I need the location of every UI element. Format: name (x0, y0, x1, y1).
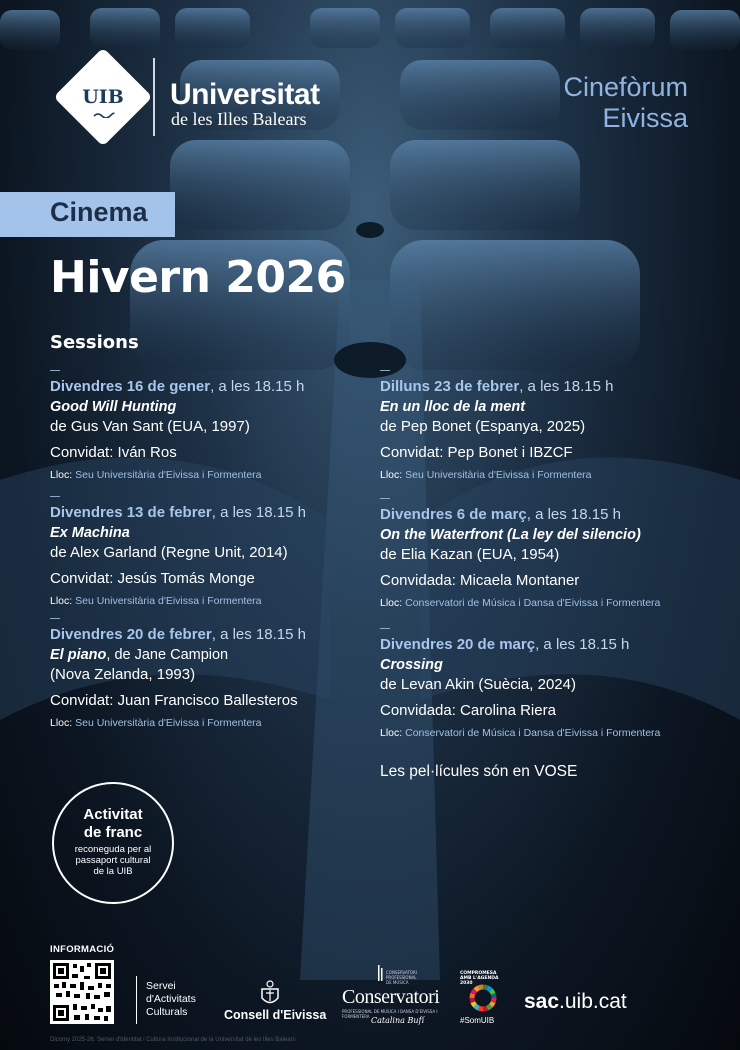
session-date: Dilluns 23 de febrer (380, 378, 520, 395)
sac-domain: .uib.cat (559, 990, 627, 1013)
conservatori-subtitle: PROFESSIONAL DE MÚSICA I DANSA D'EIVISSA I FORMENTERA (342, 1009, 438, 1019)
somuib-hashtag: #SomUIB (460, 1016, 495, 1025)
separator-dash (50, 370, 60, 371)
session-date: Divendres 20 de febrer (50, 626, 212, 643)
session-item (50, 496, 370, 608)
session-date: Divendres 13 de febrer (50, 504, 212, 521)
session-date-line (380, 635, 720, 655)
consell-eivissa-logo: Consell d'Eivissa (224, 1008, 327, 1022)
session-place (380, 468, 700, 482)
film-director: de Elia Kazan (EUA, 1954) (380, 546, 560, 563)
separator-dash (50, 618, 60, 619)
separator-dash (380, 370, 390, 371)
badge-line3a: reconeguda per al (74, 844, 152, 855)
session-item (380, 628, 720, 740)
conservatori-signature: Catalina Bufí (371, 1016, 425, 1025)
badge-line2: de franc (83, 824, 143, 841)
session-item (50, 618, 370, 730)
servei-line2: d'Activitats (146, 993, 196, 1005)
session-time: , a les 18.15 h (519, 378, 614, 395)
servei-activitats-logo (146, 980, 196, 1019)
separator-dash (50, 496, 60, 497)
session-guest: Convidat: Jesús Tomás Monge (50, 570, 255, 587)
university-name: Universitat (170, 78, 320, 111)
film-title: Crossing (380, 657, 443, 673)
free-activity-badge (52, 782, 174, 904)
session-time: , a les 18.15 h (211, 504, 306, 521)
session-date: Divendres 6 de març (380, 506, 527, 523)
info-label: INFORMACIÓ (50, 944, 115, 955)
session-date: Divendres 16 de gener (50, 378, 211, 395)
sdg-commitment-text: COMPROMESA AMB L'AGENDA 2030 (460, 971, 499, 986)
session-guest: Convidada: Carolina Riera (380, 702, 556, 719)
session-date-line (380, 505, 720, 525)
badge-line3b: passaport cultural (75, 855, 151, 866)
separator-dash (380, 498, 390, 499)
servei-line1: Servei (146, 980, 176, 992)
badge-line3 (54, 844, 172, 877)
session-time: , a les 18.15 h (535, 636, 630, 653)
wave-icon (93, 112, 115, 118)
session-guest: Convidada: Micaela Montaner (380, 572, 580, 589)
session-date-line (50, 377, 370, 397)
session-time: , a les 18.15 h (211, 626, 306, 643)
servei-line3: Culturals (146, 1006, 188, 1018)
film-title: Good Will Hunting (50, 399, 177, 415)
session-time: , a les 18.15 h (210, 378, 305, 395)
sac-website-link[interactable] (524, 990, 627, 1014)
session-item (380, 370, 700, 482)
session-place (380, 596, 720, 610)
place-label: Lloc: (380, 727, 406, 739)
conservatori-logo: Conservatori (342, 986, 440, 1008)
session-date: Divendres 20 de març (380, 636, 536, 653)
session-place (50, 594, 370, 608)
page-title: Hivern 2026 (50, 252, 346, 303)
film-title: En un lloc de la ment (380, 399, 526, 415)
place-label: Lloc: (50, 595, 76, 607)
place-label: Lloc: (50, 717, 76, 729)
cineforum-title (563, 72, 688, 134)
film-director: de Levan Akin (Suècia, 2024) (380, 676, 576, 693)
sac-bold: sac (524, 990, 560, 1013)
film-title-line (50, 646, 370, 665)
place-label: Lloc: (380, 469, 406, 481)
university-subtitle: de les Illes Balears (171, 109, 307, 129)
place-label: Lloc: (380, 597, 406, 609)
badge-line1: Activitat (83, 806, 143, 823)
session-date-line (380, 377, 700, 397)
place-value: Seu Universitària d'Eivissa i Formentera (75, 717, 262, 729)
place-value: Conservatori de Música i Dansa d'Eivissa i Formentera (405, 727, 661, 739)
place-value: Seu Universitària d'Eivissa i Formentera (405, 469, 592, 481)
session-place (380, 726, 720, 740)
vose-note: Les pel·lícules són en VOSE (380, 763, 578, 780)
session-place (50, 716, 370, 730)
footer-separator (136, 976, 137, 1024)
cineforum-line2: Eivissa (602, 103, 688, 133)
session-date-line (50, 503, 370, 523)
session-date-line (50, 625, 370, 645)
place-value: Conservatori de Música i Dansa d'Eivissa i Formentera (405, 597, 661, 609)
place-value: Seu Universitària d'Eivissa i Formentera (75, 469, 262, 481)
film-director: (Nova Zelanda, 1993) (50, 666, 196, 683)
session-item (380, 498, 720, 610)
cineforum-line1: Cinefòrum (563, 72, 688, 102)
session-guest: Convidat: Pep Bonet i IBZCF (380, 444, 573, 461)
session-guest: Convidat: Juan Francisco Ballesteros (50, 692, 298, 709)
film-title: El piano (50, 647, 107, 663)
conservatori-small-text: CONSERVATORI PROFESSIONAL DE MÚSICA (386, 970, 418, 985)
footer-credits: Dicomy 2025-26. Servei d'Identitat i Cultura Institucional de la Universitat de les Illes Balears (50, 1037, 296, 1043)
uib-logo-text: UIB (82, 86, 124, 108)
film-director: de Gus Van Sant (EUA, 1997) (50, 418, 250, 435)
place-label: Lloc: (50, 469, 76, 481)
film-director: de Pep Bonet (Espanya, 2025) (380, 418, 586, 435)
film-title: On the Waterfront (La ley del silencio) (380, 527, 641, 543)
sdg-wheel-icon (469, 984, 497, 1012)
place-value: Seu Universitària d'Eivissa i Formentera (75, 595, 262, 607)
cinema-category-label: Cinema (50, 197, 148, 227)
session-time: , a les 18.15 h (526, 506, 621, 523)
session-place (50, 468, 370, 482)
sessions-heading: Sessions (50, 332, 139, 353)
logo-separator (153, 58, 155, 136)
consell-crest-icon (258, 980, 282, 1008)
separator-dash (380, 628, 390, 629)
badge-line3c: de la UIB (93, 866, 133, 877)
session-item (50, 370, 370, 482)
qr-code-icon[interactable] (50, 960, 114, 1024)
film-title-suffix: , de Jane Campion (106, 647, 229, 663)
film-title: Ex Machina (50, 525, 130, 541)
film-director: de Alex Garland (Regne Unit, 2014) (50, 544, 288, 561)
session-guest: Convidat: Iván Ros (50, 444, 177, 461)
